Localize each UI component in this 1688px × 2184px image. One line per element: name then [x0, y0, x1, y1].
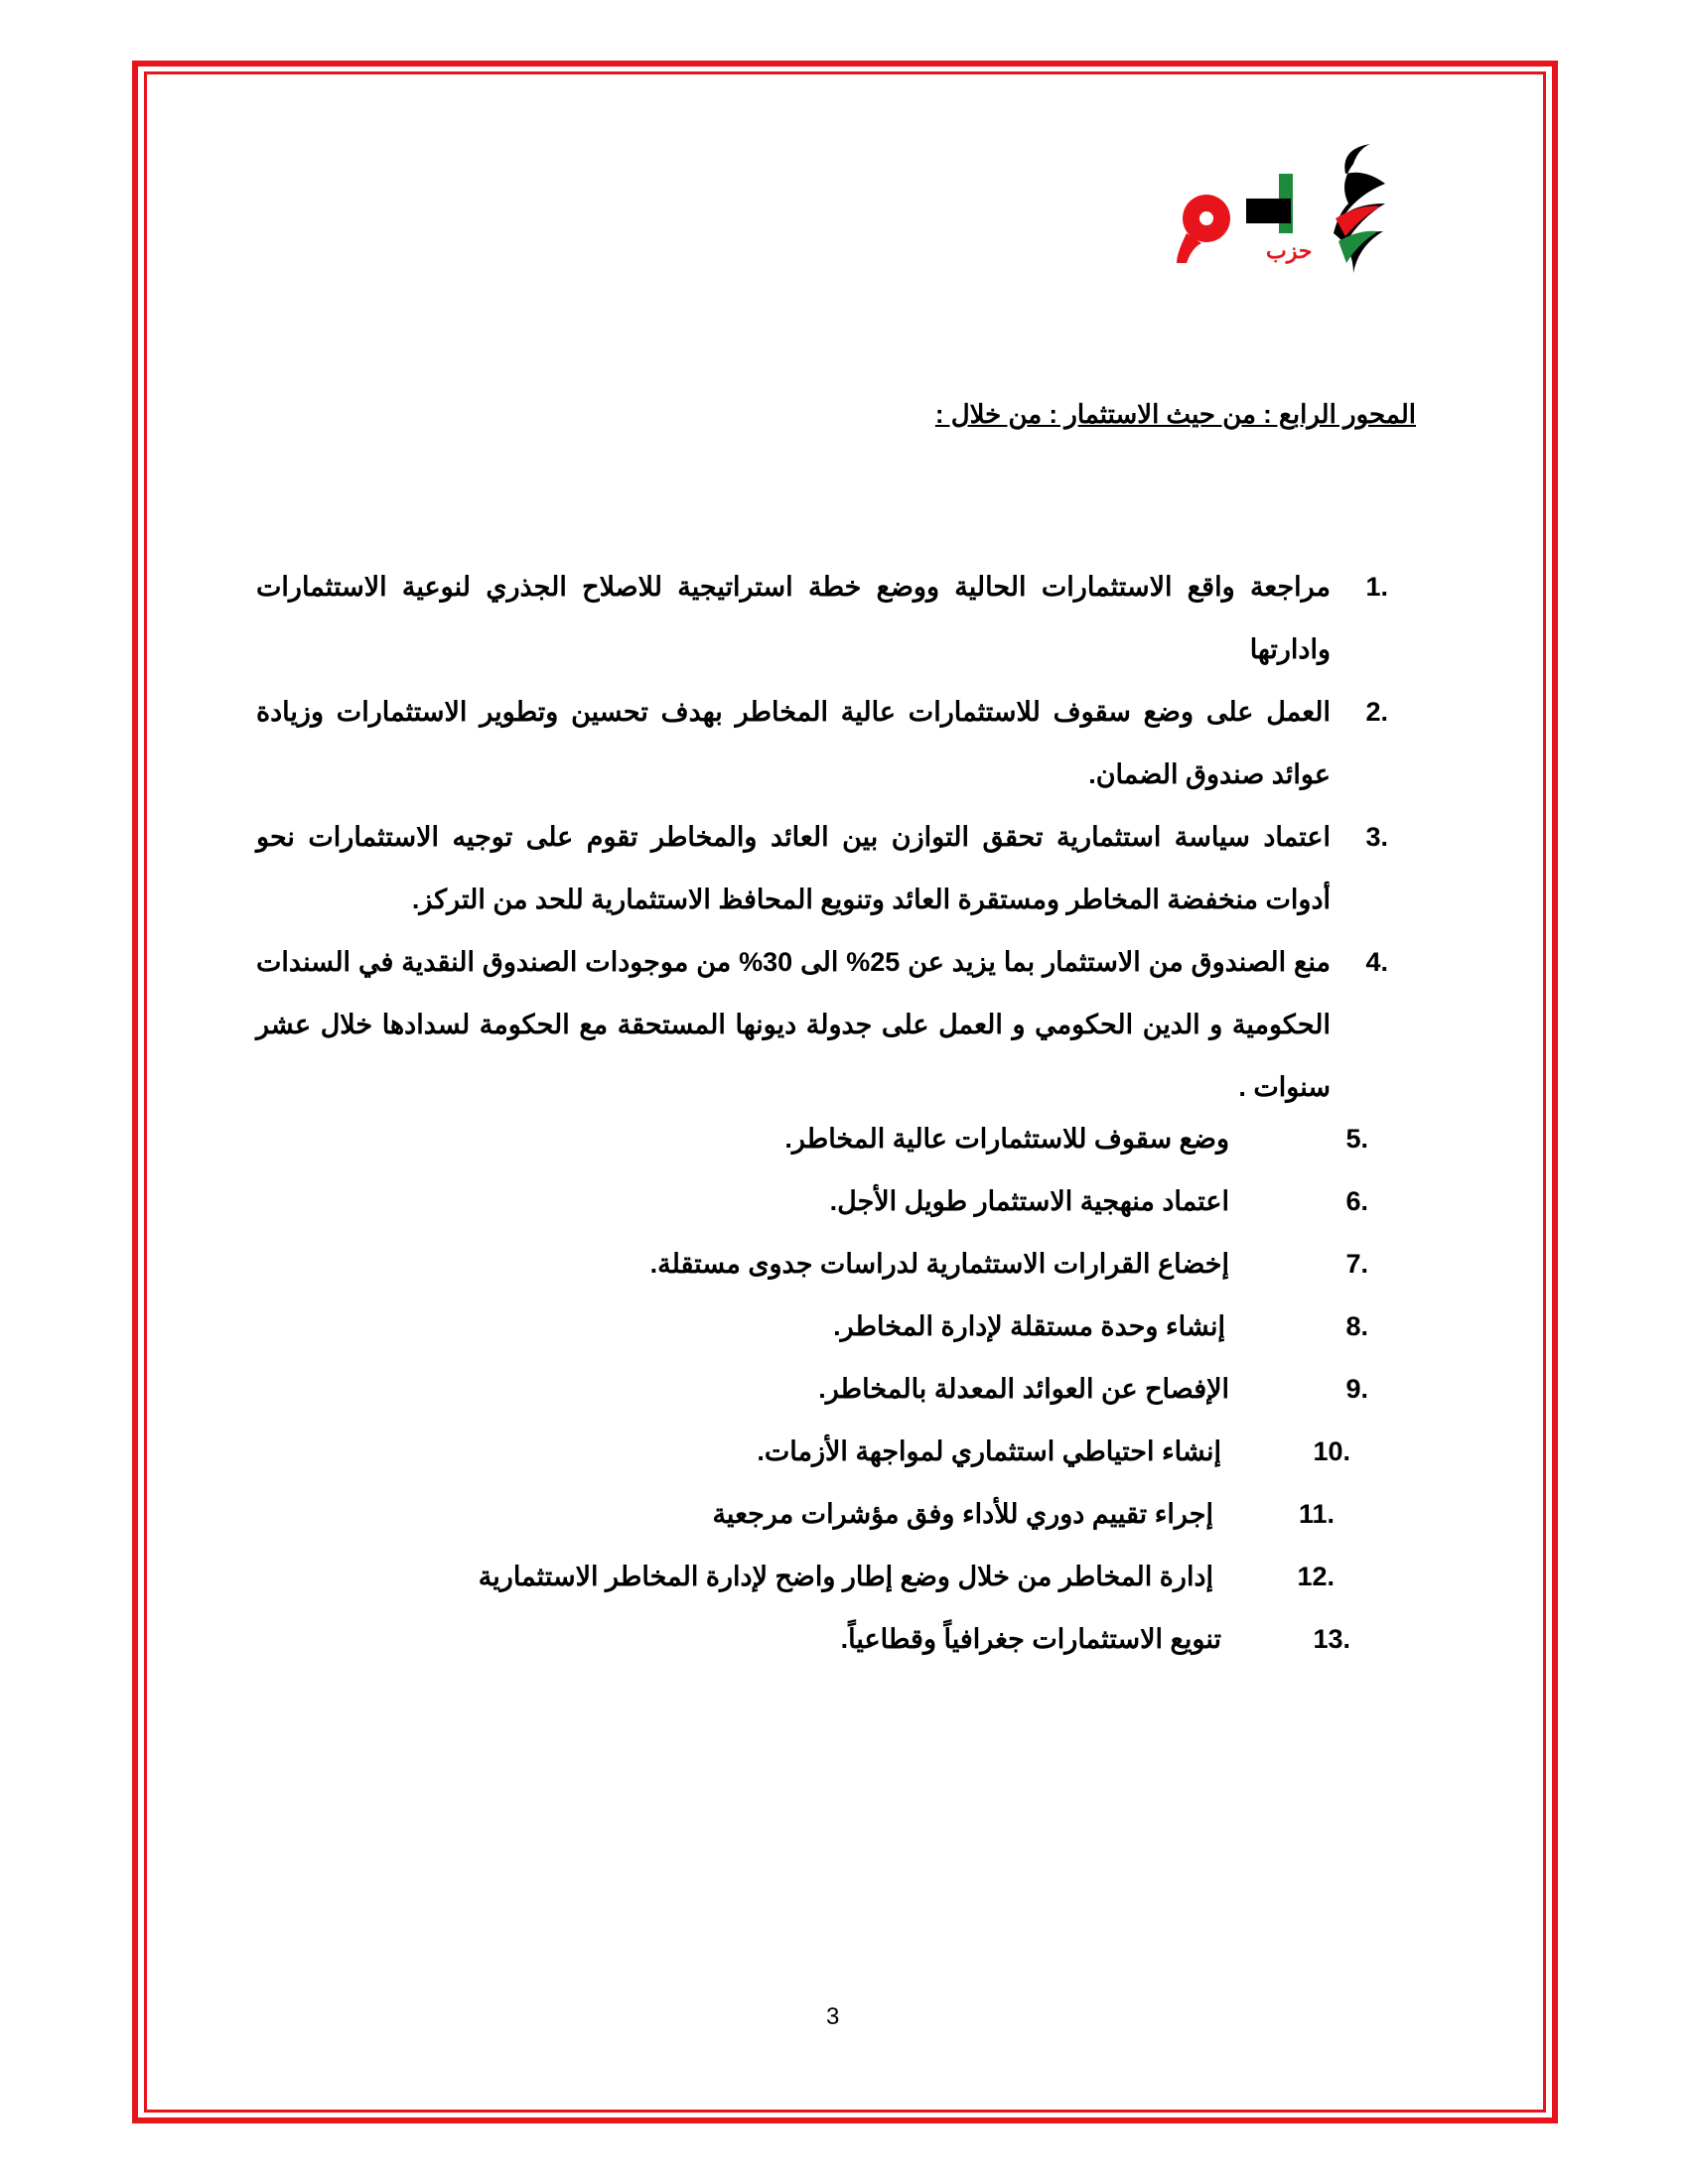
item-number: 1.: [1365, 572, 1388, 602]
item-number: 8.: [1345, 1311, 1368, 1341]
item-number: 3.: [1365, 822, 1388, 852]
page-number: 3: [826, 2003, 840, 2030]
item-number: 6.: [1345, 1186, 1368, 1216]
item-text: العمل على وضع سقوف للاستثمارات عالية المخاطر بهدف تحسين وتطوير الاستثمارات وزيادة عوائد صندوق الضمان.: [256, 697, 1331, 789]
item-number: 4.: [1365, 947, 1388, 977]
list-item: [712, 1499, 1335, 1530]
item-number: 2.: [1365, 697, 1388, 727]
item-text: مراجعة واقع الاستثمارات الحالية ووضع خطة استراتيجية للاصلاح الجذري لنوعية الاستثمارات وادارتها: [256, 572, 1331, 664]
item-text: منع الصندوق من الاستثمار بما يزيد عن 25% الى 30% من موجودات الصندوق النقدية في السندات الحكومية و الدين الحكومي و العمل على جدولة ديونها المستحقة مع الحكومة لسدادها خلال عشر سنوات .: [256, 947, 1331, 1102]
list-item: [649, 1249, 1368, 1280]
list-item: [256, 681, 1388, 806]
list-item: [256, 556, 1388, 681]
item-number: 10.: [1313, 1436, 1350, 1466]
item-number: 7.: [1345, 1249, 1368, 1279]
item-text: إنشاء وحدة مستقلة لإدارة المخاطر.: [833, 1311, 1225, 1341]
party-logo: [1162, 124, 1420, 273]
item-text: تنويع الاستثمارات جغرافياً وقطاعياً.: [840, 1624, 1221, 1654]
item-text: الإفصاح عن العوائد المعدلة بالمخاطر.: [818, 1374, 1229, 1404]
item-number: 11.: [1298, 1499, 1335, 1529]
list-item: [784, 1124, 1368, 1155]
investment-points-list: [256, 556, 1388, 1119]
section-heading: المحور الرابع : من حيث الاستثمار : من خلال :: [934, 399, 1416, 429]
item-number: 9.: [1345, 1374, 1368, 1404]
item-text: إجراء تقييم دوري للأداء وفق مؤشرات مرجعية: [712, 1499, 1213, 1529]
item-number: 13.: [1313, 1624, 1350, 1654]
list-item: [829, 1186, 1368, 1217]
item-text: إخضاع القرارات الاستثمارية لدراسات جدوى مستقلة.: [649, 1249, 1229, 1279]
list-item: [256, 931, 1388, 1119]
item-text: اعتماد سياسة استثمارية تحقق التوازن بين العائد والمخاطر تقوم على توجيه الاستثمارات نحو أدوات منخفضة المخاطر ومستقرة العائد وتنويع المحافظ الاستثمارية للحد من التركز.: [256, 822, 1331, 914]
list-item: [840, 1624, 1350, 1655]
logo-subtext: حزب: [1266, 238, 1313, 263]
list-item: [818, 1374, 1368, 1405]
item-text: وضع سقوف للاستثمارات عالية المخاطر.: [784, 1124, 1229, 1154]
list-item: [478, 1562, 1335, 1592]
item-number: 5.: [1345, 1124, 1368, 1154]
item-text: اعتماد منهجية الاستثمار طويل الأجل.: [829, 1186, 1229, 1216]
item-number: 12.: [1297, 1562, 1335, 1591]
item-text: إنشاء احتياطي استثماري لمواجهة الأزمات.: [757, 1436, 1221, 1466]
list-item: [833, 1311, 1368, 1342]
item-text: إدارة المخاطر من خلال وضع إطار واضح لإدارة المخاطر الاستثمارية: [478, 1562, 1213, 1591]
list-item: [256, 806, 1388, 931]
list-item: [757, 1436, 1350, 1467]
